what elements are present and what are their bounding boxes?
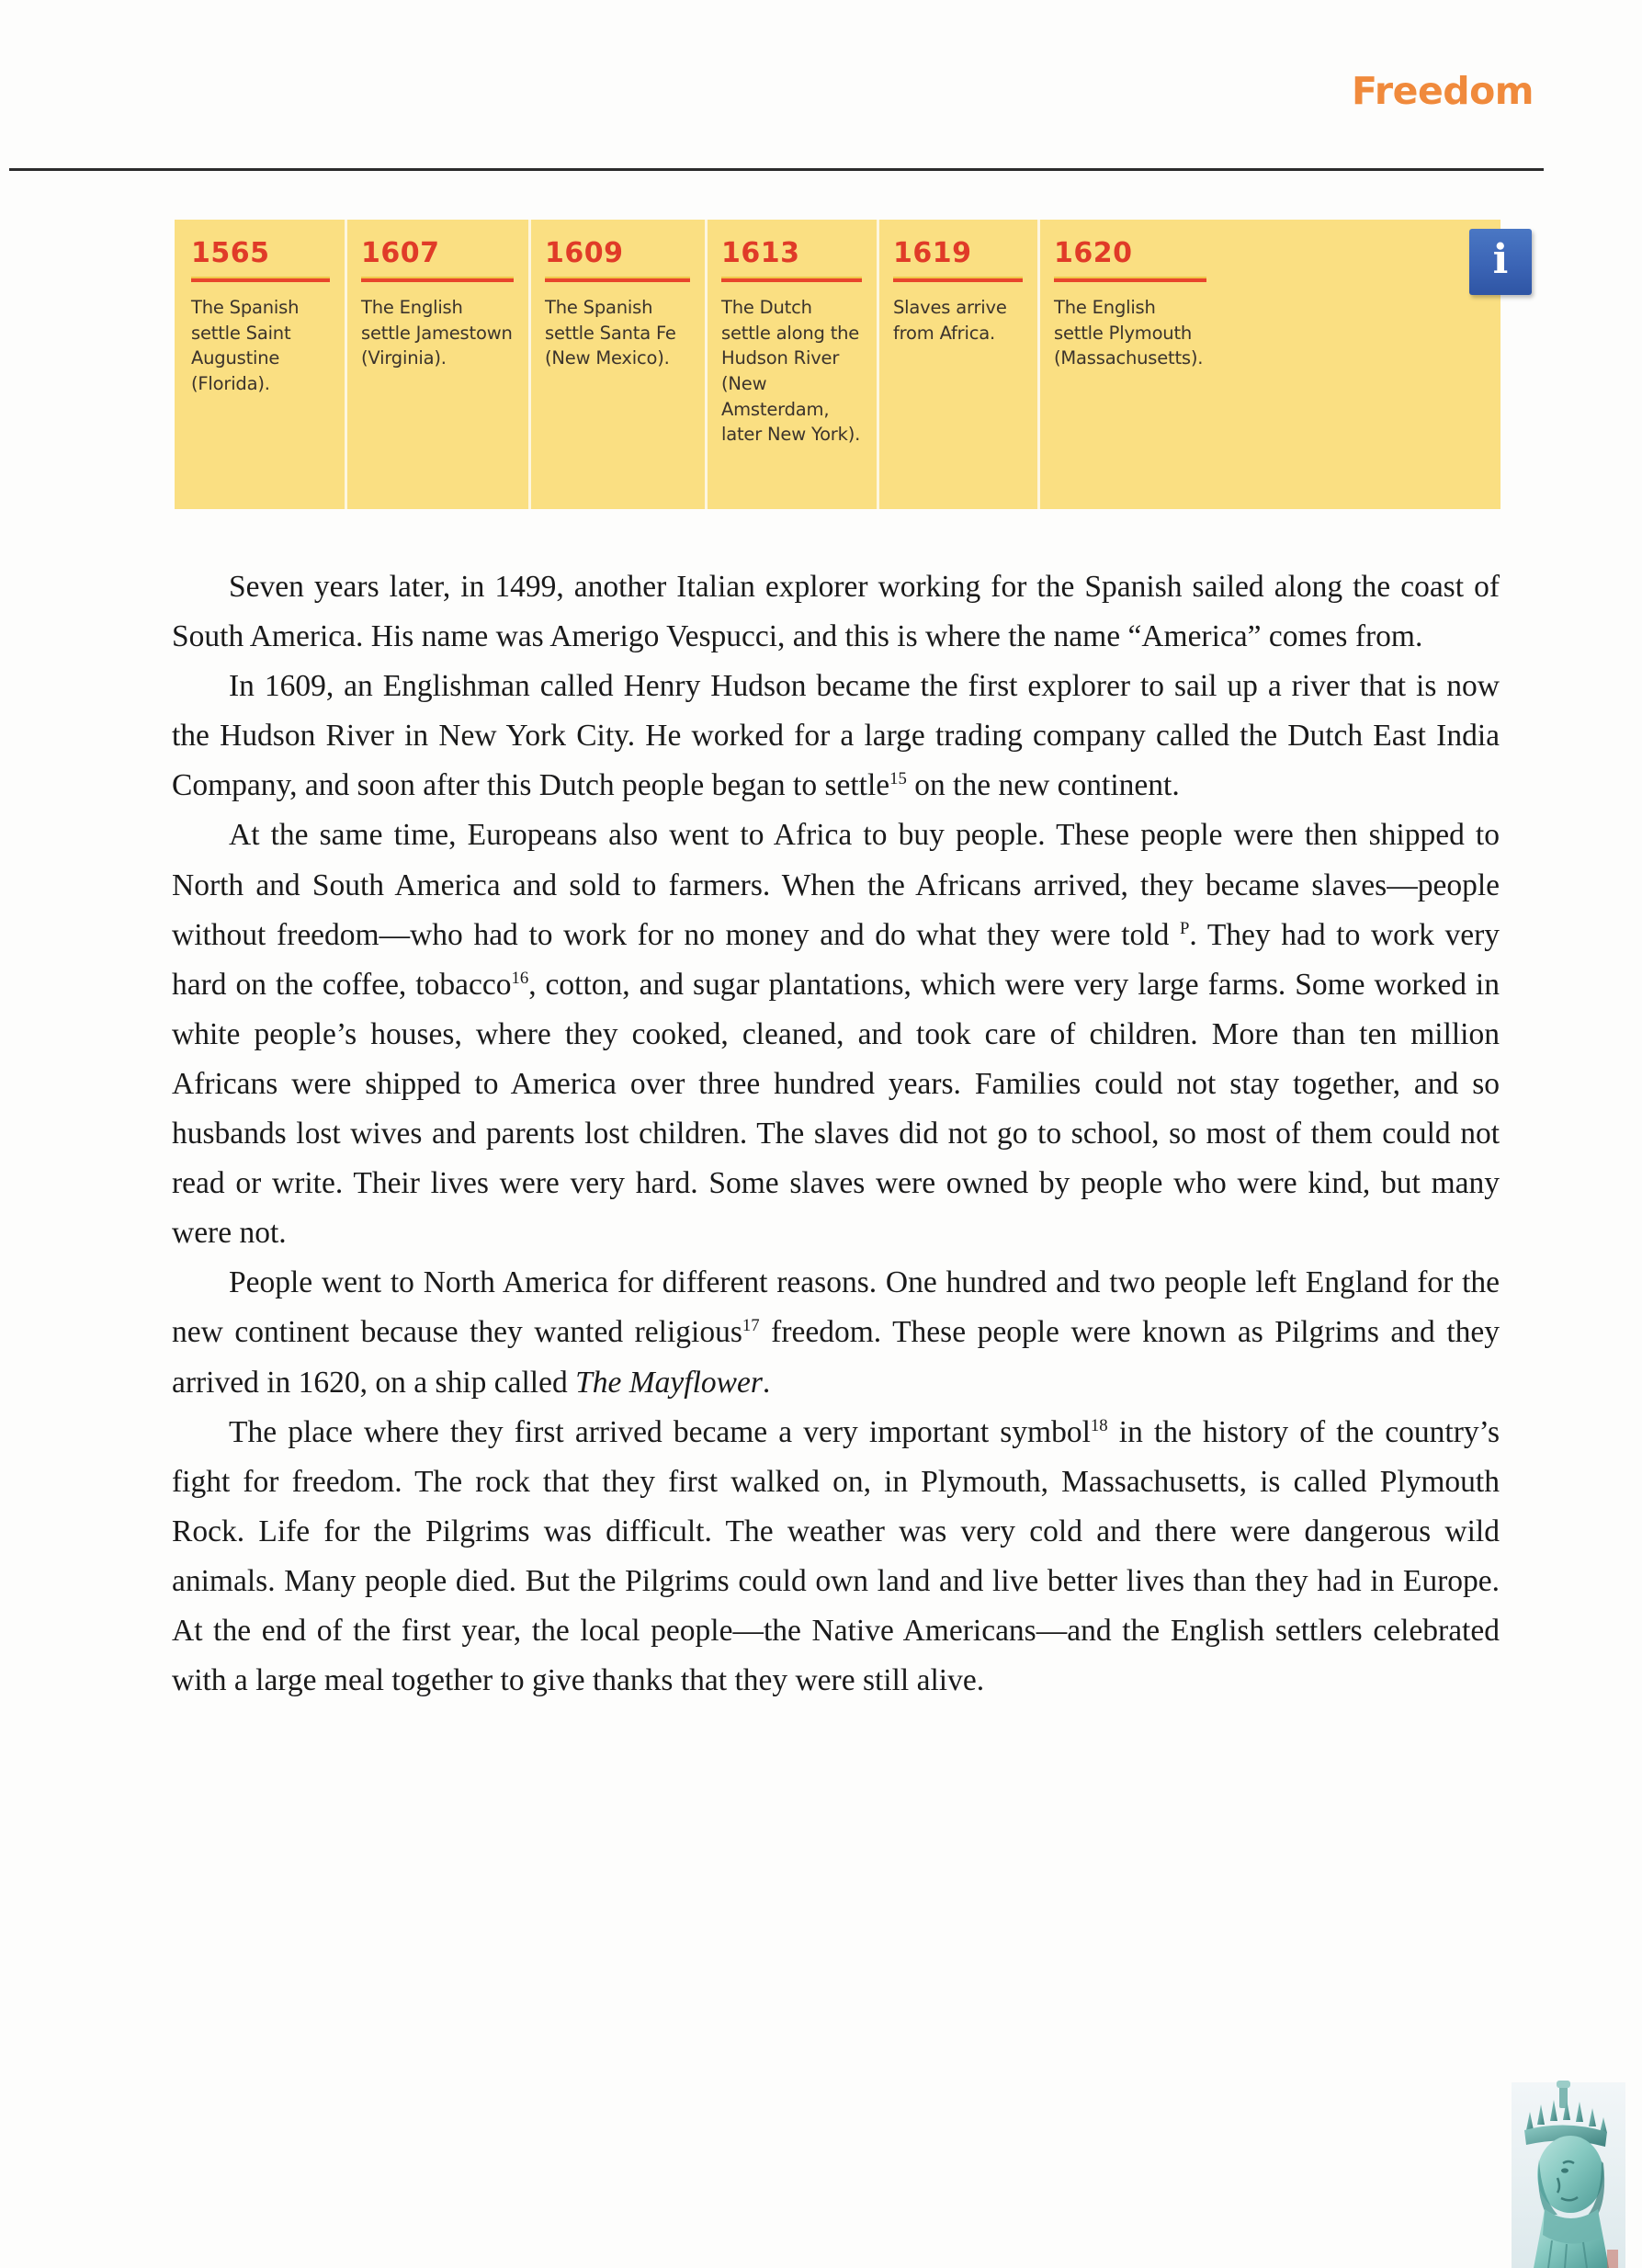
timeline-entry-text: The Spanish settle Santa Fe (New Mexico). bbox=[545, 297, 676, 369]
body-paragraph bbox=[172, 662, 1500, 811]
timeline-entry-text: The Spanish settle Saint Augustine (Florida). bbox=[191, 297, 300, 395]
timeline-rule bbox=[191, 278, 330, 282]
text-run: , cotton, and sugar plantations, which were very large farms. Some worked in white people’s houses, where they cooked, cleaned, and took care of children. More than ten million Africans were shipped to America over three hundred years. Families could not stay together, and so husbands lost wives and parents lost children. The slaves did not go to school, so most of them could not read or write. Their lives were very hard. Some slaves were owned by people who were kind, but many were not. bbox=[172, 967, 1500, 1251]
timeline-entry bbox=[175, 237, 345, 509]
timeline-year: 1607 bbox=[361, 237, 440, 269]
text-run: The place where they first arrived became a very important symbol bbox=[229, 1414, 1091, 1449]
info-icon[interactable]: i bbox=[1469, 229, 1532, 295]
timeline-year: 1620 bbox=[1054, 237, 1133, 269]
timeline-table bbox=[175, 220, 1500, 509]
timeline-entry-text: The English settle Plymouth (Massachusetts). bbox=[1054, 297, 1204, 369]
timeline-year: 1619 bbox=[893, 237, 972, 269]
footnote-marker: 18 bbox=[1090, 1415, 1108, 1435]
timeline-entry bbox=[705, 237, 877, 509]
timeline-rule bbox=[1054, 278, 1206, 282]
text-run: People went to North America for different reasons. One hundred and two people left England for the new continent because they wanted religious bbox=[172, 1265, 1500, 1350]
timeline-rule bbox=[361, 278, 514, 282]
timeline-entry-text: The English settle Jamestown (Virginia). bbox=[361, 297, 513, 369]
timeline-entry bbox=[1037, 237, 1221, 509]
text-run: . bbox=[762, 1365, 771, 1400]
timeline-panel bbox=[175, 220, 1532, 509]
text-run: In 1609, an Englishman called Henry Hudson became the first explorer to sail up a river that is now the Hudson River in New York City. He worked for a large trading company called the Dutch East India Company, and soon after this Dutch people began to settle bbox=[172, 669, 1500, 803]
article-body bbox=[172, 562, 1500, 1706]
timeline-entry-text: Slaves arrive from Africa. bbox=[893, 297, 1007, 344]
body-paragraph bbox=[172, 562, 1500, 662]
footnote-marker: 16 bbox=[511, 968, 529, 988]
text-run: At the same time, Europeans also went to Africa to buy people. These people were then shipped to North and South America and sold to farmers. When the Africans arrived, they became slaves—people without freedom—who had to work for no money and do what they were told bbox=[172, 818, 1500, 952]
timeline-entry-text: The Dutch settle along the Hudson River (New Amsterdam, later New York). bbox=[721, 297, 861, 446]
text-run: in the history of the country’s fight for freedom. The rock that they first walked on, in Plymouth, Massachusetts, is called Plymouth Rock. Life for the Pilgrims was difficult. The weather was very cold and there were dangerous wild animals. Many people died. But the Pilgrims could own land and live better lives than they had in Europe. At the end of the first year, the local people—the Native Americans—and the English settlers celebrated with a large meal together to give thanks that they were still alive. bbox=[172, 1414, 1500, 1698]
timeline-entry bbox=[528, 237, 705, 509]
timeline-year: 1613 bbox=[721, 237, 800, 269]
book-title: The Mayflower bbox=[575, 1365, 763, 1400]
timeline-entry bbox=[877, 237, 1037, 509]
timeline-rule bbox=[721, 278, 862, 282]
text-run: freedom. These people were known as Pilgrims and they arrived in 1620, on a ship called bbox=[172, 1315, 1500, 1400]
timeline-rule bbox=[893, 278, 1023, 282]
footnote-marker: P bbox=[1179, 918, 1190, 938]
timeline-rule bbox=[545, 278, 690, 282]
timeline-entry bbox=[345, 237, 528, 509]
timeline-year: 1609 bbox=[545, 237, 624, 269]
statue-of-liberty-illustration bbox=[1499, 2075, 1625, 2268]
body-paragraph bbox=[172, 1258, 1500, 1407]
text-run: Seven years later, in 1499, another Italian explorer working for the Spanish sailed along the coast of South America. His name was Amerigo Vespucci, and this is where the name “America” comes from. bbox=[172, 570, 1500, 654]
header-divider bbox=[9, 168, 1544, 171]
chapter-title: Freedom bbox=[1352, 69, 1534, 113]
timeline-year: 1565 bbox=[191, 237, 270, 269]
text-run: . They had to work very hard on the coffee, tobacco bbox=[172, 917, 1500, 1002]
footnote-marker: 17 bbox=[742, 1316, 760, 1336]
body-paragraph bbox=[172, 1408, 1500, 1707]
body-paragraph bbox=[172, 811, 1500, 1258]
text-run: on the new continent. bbox=[906, 768, 1180, 803]
footnote-marker: 15 bbox=[889, 769, 907, 789]
